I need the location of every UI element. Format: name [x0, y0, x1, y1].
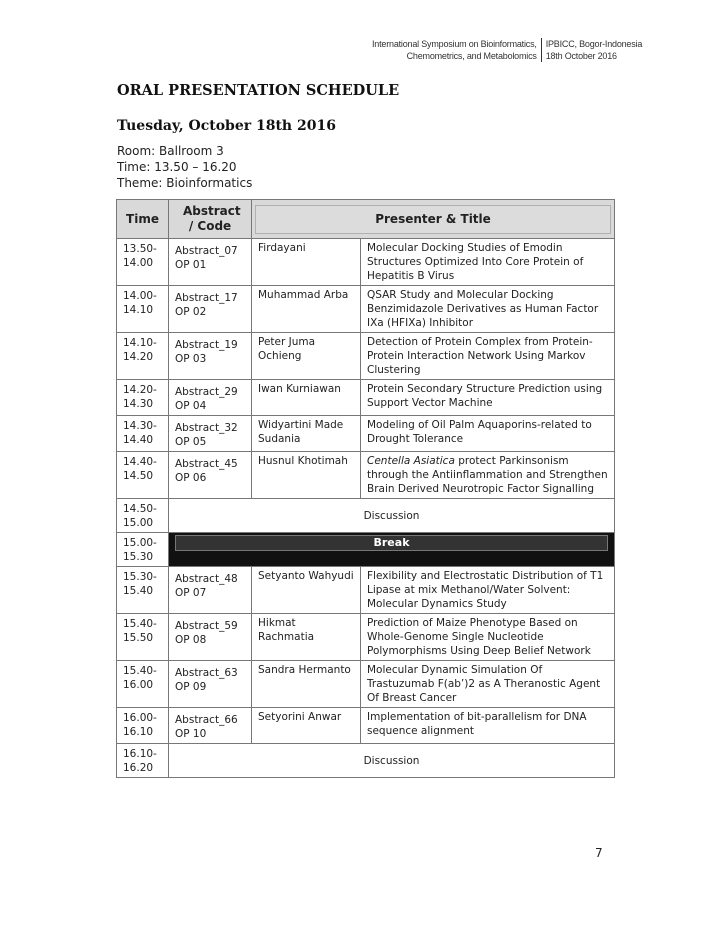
table-row [117, 744, 615, 778]
discussion-cell: Discussion [169, 744, 615, 778]
presentation-code: OP 05 [175, 436, 207, 448]
presenter-cell: Iwan Kurniawan [252, 380, 361, 416]
time-cell [117, 499, 169, 533]
header-presenter-label: Presenter & Title [255, 205, 611, 234]
table-row [117, 533, 615, 567]
title-cell [361, 614, 615, 661]
room-text: Room: Ballroom 3 [117, 144, 224, 158]
time-cell [117, 380, 169, 416]
table-row [117, 333, 615, 380]
venue-line-1: IPBICC, Bogor-Indonesia [545, 39, 643, 49]
presenter-cell: Setyorini Anwar [252, 708, 361, 744]
time-start: 16.10- [123, 748, 157, 760]
time-cell [117, 333, 169, 380]
presenter-cell: Husnul Khotimah [252, 452, 361, 499]
presentation-code: OP 08 [175, 634, 207, 646]
presenter-cell: Widyartini Made Sudania [252, 416, 361, 452]
event-line-2: Chemometrics, and Metabolomics [406, 51, 537, 61]
presenter-cell: Firdayani [252, 239, 361, 286]
presentation-title: Molecular Dynamic Simulation Of Trastuzumab F(ab’)2 as A Theranostic Agent Of Breast Cancer [367, 664, 601, 704]
time-start: 16.00- [123, 712, 157, 724]
time-end: 16.20 [123, 762, 154, 774]
abstract-cell [169, 333, 252, 380]
time-cell [117, 416, 169, 452]
time-end: 14.50 [123, 470, 154, 482]
presenter-cell: Hikmat Rachmatia [252, 614, 361, 661]
presenter-cell: Peter Juma Ochieng [252, 333, 361, 380]
day-heading: Tuesday, October 18th 2016 [117, 118, 336, 134]
event-venue [542, 38, 642, 62]
time-cell [117, 567, 169, 614]
discussion-cell: Discussion [169, 499, 615, 533]
event-line-1: International Symposium on Bioinformatics, [372, 39, 537, 49]
title-italic-part: Centella Asiatica [367, 455, 455, 467]
presentation-code: OP 04 [175, 400, 207, 412]
abstract-cell [169, 708, 252, 744]
page-title: ORAL PRESENTATION SCHEDULE [117, 82, 400, 99]
time-start: 15.00- [123, 537, 157, 549]
time-end: 14.10 [123, 304, 154, 316]
header-time: Time [117, 200, 169, 239]
schedule-table [116, 199, 615, 778]
abstract-cell [169, 239, 252, 286]
time-end: 16.00 [123, 679, 154, 691]
time-start: 14.10- [123, 337, 157, 349]
time-start: 14.30- [123, 420, 157, 432]
time-end: 15.30 [123, 551, 154, 563]
presentation-title: Implementation of bit-parallelism for DNA sequence alignment [367, 711, 587, 737]
time-cell [117, 614, 169, 661]
time-end: 14.00 [123, 257, 154, 269]
presentation-code: OP 03 [175, 353, 207, 365]
abstract-cell [169, 567, 252, 614]
presentation-title: Detection of Protein Complex from Protein-Protein Interaction Network Using Markov Clustering [367, 336, 593, 376]
presentation-code: OP 09 [175, 681, 207, 693]
time-cell [117, 744, 169, 778]
abstract-cell [169, 661, 252, 708]
table-row [117, 708, 615, 744]
presentation-title: Molecular Docking Studies of Emodin Structures Optimized Into Core Protein of Hepatitis B Virus [367, 242, 584, 282]
time-start: 15.40- [123, 665, 157, 677]
presentation-code: OP 01 [175, 259, 207, 271]
table-row [117, 614, 615, 661]
venue-line-2: 18th October 2016 [545, 51, 617, 61]
break-cell [169, 533, 615, 567]
presentation-code: OP 07 [175, 587, 207, 599]
header-abstract: Abstract / Code [169, 200, 252, 239]
title-cell [361, 708, 615, 744]
table-row [117, 239, 615, 286]
header-presenter [252, 200, 615, 239]
title-cell [361, 452, 615, 499]
time-end: 15.40 [123, 585, 154, 597]
table-row [117, 452, 615, 499]
time-cell [117, 286, 169, 333]
abstract-id: Abstract_66 [175, 714, 238, 726]
abstract-id: Abstract_07 [175, 245, 238, 257]
abstract-cell [169, 380, 252, 416]
table-row [117, 380, 615, 416]
abstract-id: Abstract_17 [175, 292, 238, 304]
presentation-title: Protein Secondary Structure Prediction using Support Vector Machine [367, 383, 603, 409]
presenter-cell: Muhammad Arba [252, 286, 361, 333]
presenter-cell: Setyanto Wahyudi [252, 567, 361, 614]
time-end: 14.30 [123, 398, 154, 410]
abstract-id: Abstract_59 [175, 620, 238, 632]
event-name [372, 38, 542, 62]
time-start: 14.50- [123, 503, 157, 515]
page-number: 7 [595, 846, 603, 860]
time-cell [117, 708, 169, 744]
time-start: 13.50- [123, 243, 157, 255]
time-end: 15.50 [123, 632, 154, 644]
time-cell [117, 239, 169, 286]
time-start: 15.40- [123, 618, 157, 630]
page-header [372, 38, 642, 62]
table-row [117, 286, 615, 333]
presentation-title: Flexibility and Electrostatic Distribution of T1 Lipase at mix Methanol/Water Solvent: Molecular Dynamics Study [367, 570, 604, 610]
session-info [117, 143, 252, 191]
time-end: 14.40 [123, 434, 154, 446]
title-cell [361, 239, 615, 286]
time-end: 16.10 [123, 726, 154, 738]
presentation-title: QSAR Study and Molecular Docking Benzimidazole Derivatives as Human Factor IXa (HFIXa) Inhibitor [367, 289, 599, 329]
presentation-code: OP 06 [175, 472, 207, 484]
time-cell [117, 533, 169, 567]
time-end: 15.00 [123, 517, 154, 529]
time-text: Time: 13.50 – 16.20 [117, 160, 237, 174]
table-row [117, 567, 615, 614]
abstract-id: Abstract_63 [175, 667, 238, 679]
time-start: 14.40- [123, 456, 157, 468]
abstract-cell [169, 416, 252, 452]
time-start: 14.20- [123, 384, 157, 396]
abstract-cell [169, 286, 252, 333]
abstract-cell [169, 452, 252, 499]
title-cell [361, 416, 615, 452]
presentation-title: Prediction of Maize Phenotype Based on Whole-Genome Single Nucleotide Polymorphisms Using Deep Belief Network [367, 617, 591, 657]
abstract-id: Abstract_45 [175, 458, 238, 470]
title-cell [361, 380, 615, 416]
title-cell [361, 333, 615, 380]
presentation-code: OP 10 [175, 728, 207, 740]
table-row [117, 416, 615, 452]
presentation-title: protect Parkinsonism through the Antiinflammation and Strengthen Brain Derived Neurotropic Factor Signalling [367, 455, 608, 495]
presentation-title: Modeling of Oil Palm Aquaporins-related to Drought Tolerance [367, 419, 592, 445]
abstract-id: Abstract_32 [175, 422, 238, 434]
abstract-cell [169, 614, 252, 661]
abstract-id: Abstract_19 [175, 339, 238, 351]
time-start: 14.00- [123, 290, 157, 302]
title-cell [361, 286, 615, 333]
table-header-row [117, 200, 615, 239]
table-row [117, 661, 615, 708]
abstract-id: Abstract_48 [175, 573, 238, 585]
time-end: 14.20 [123, 351, 154, 363]
presentation-code: OP 02 [175, 306, 207, 318]
time-start: 15.30- [123, 571, 157, 583]
title-cell [361, 567, 615, 614]
break-label: Break [175, 535, 608, 551]
time-cell [117, 452, 169, 499]
table-row [117, 499, 615, 533]
abstract-id: Abstract_29 [175, 386, 238, 398]
presenter-cell: Sandra Hermanto [252, 661, 361, 708]
title-cell [361, 661, 615, 708]
theme-text: Theme: Bioinformatics [117, 176, 253, 190]
time-cell [117, 661, 169, 708]
